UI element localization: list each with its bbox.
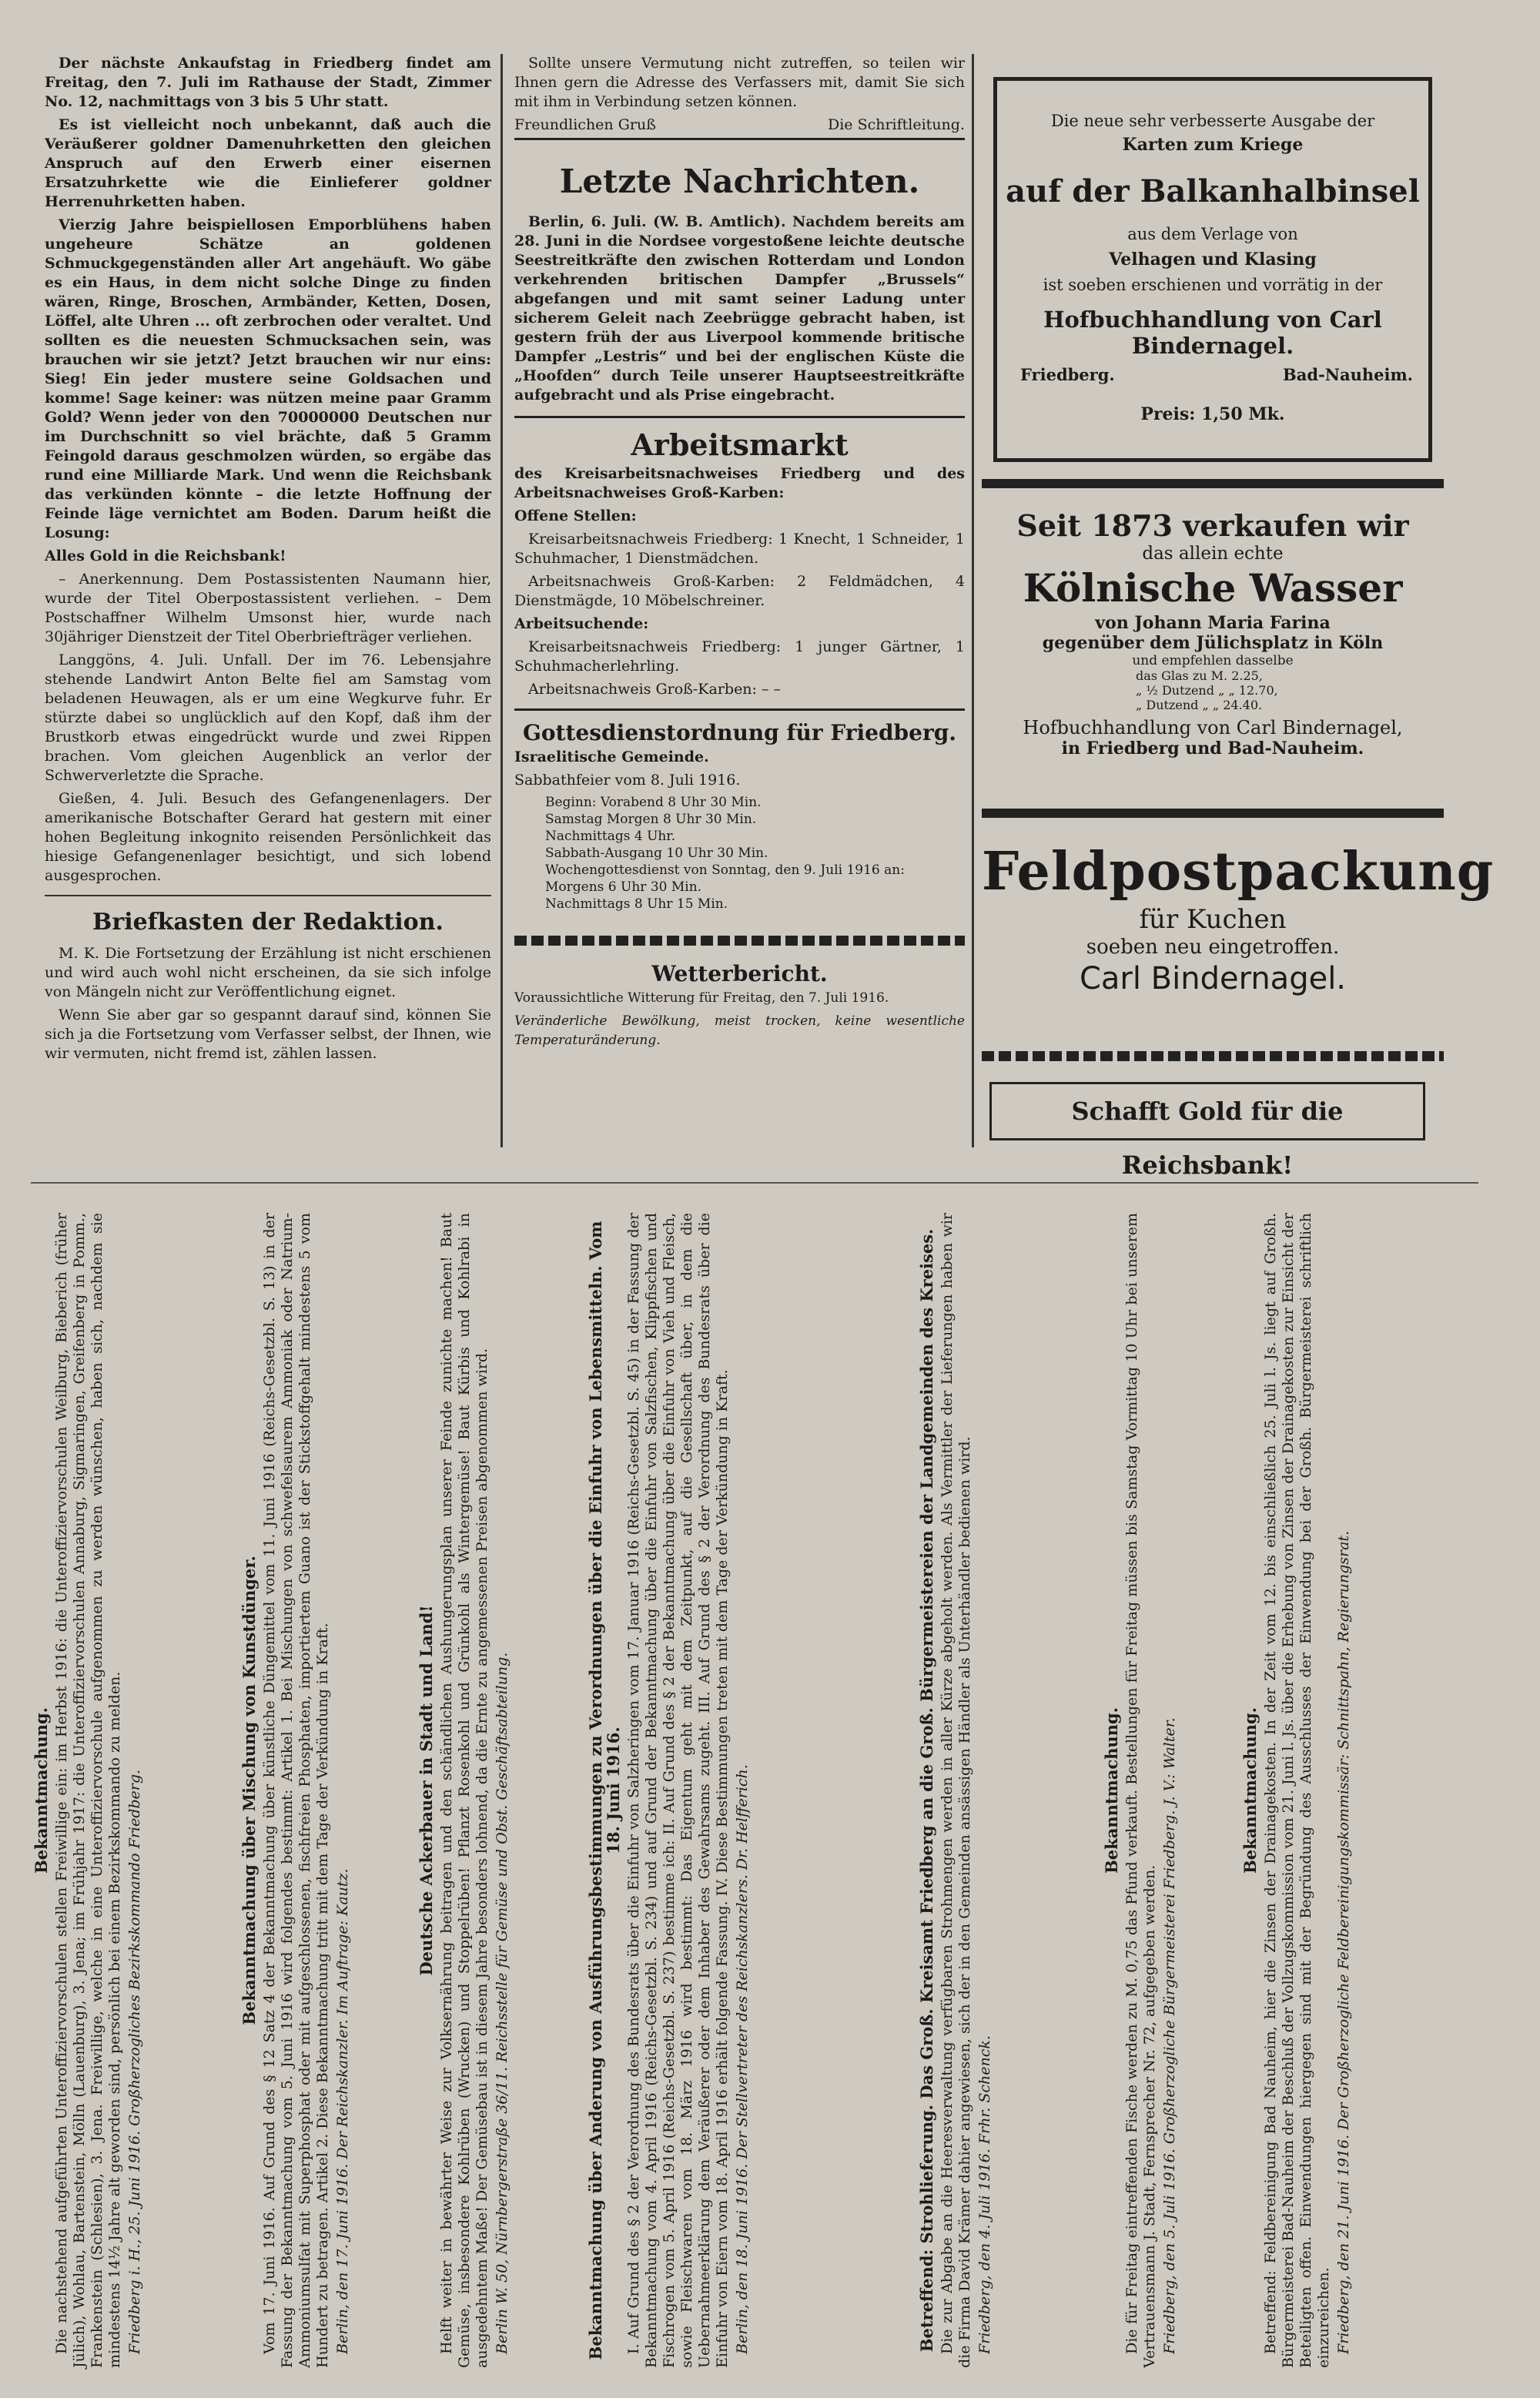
announcement-einfuhr bbox=[585, 1213, 909, 2368]
column-left bbox=[45, 54, 491, 1067]
bek1-title: Bekanntmachung. bbox=[32, 1707, 51, 1874]
announcement-unteroffizier bbox=[31, 1213, 231, 2368]
bek2-sign: Berlin, den 17. Juni 1916. Der Reichskanzler. Im Auftrage: Kautz. bbox=[334, 1868, 351, 2354]
anerkennung-news: – Anerkennung. Dem Postassistenten Naumann hier, wurde der Titel Oberpostassistent verliehen. – Dem Postschaffner Wilhelm Umsonst hier, wurde nach 30jähriger Dienstzeit der Titel Oberbriefträger verliehen. bbox=[45, 571, 491, 645]
ad-koelnisch-wasser bbox=[982, 508, 1444, 778]
wetter-forecast: Veränderliche Bewölkung, meist trocken, keine wesentliche Temperaturänderung. bbox=[514, 1013, 965, 1048]
gold-slogan: Alles Gold in die Reichsbank! bbox=[45, 548, 286, 564]
ad1-nauheim: Bad-Nauheim. bbox=[1283, 365, 1413, 384]
gold-purchase-notice: Der nächste Ankaufstag in Friedberg findet am Freitag, den 7. Juli im Rathause der Stadt, Zimmer No. 12, nachmittags von 3 bis 5 Uhr statt. bbox=[45, 55, 491, 110]
bek1-sign: Friedberg i. H., 25. Juni 1916. Großherzogliches Bezirkskommando Friedberg. bbox=[126, 1769, 143, 2354]
column-divider-1 bbox=[500, 54, 503, 1147]
bek7-text: Betreffend: Feldbereinigung Bad Nauheim, hier die Zinsen der Drainagekosten. In der Zeit vom 12. bis einschließlich 25. Juli l. Js. liegt auf Großh. Bürgermeisterei Bad-Nauheim der Beschluß der Vollzugskommission vom 21. Juni l. Js. über die Erhebung von Zinsen der Drainagekosten zur Einsicht der Beteiligten offen. Einwendungen hiergegen sind mit der Begründung des Ausschlusses der Einwendung bei der Großh. Bürgermeisterei schriftlich einzureichen. bbox=[1262, 1213, 1332, 2368]
arbeitsmarkt-title: Arbeitsmarkt bbox=[631, 427, 849, 462]
announcement-feldbereinigung bbox=[1240, 1213, 1440, 2368]
greeting: Freundlichen Gruß bbox=[514, 116, 656, 133]
editor-sign: Die Schriftleitung. bbox=[827, 116, 965, 133]
ad2-line5: und empfehlen dasselbe bbox=[1132, 653, 1294, 668]
bek5-title: Betreffend: Strohlieferung. Das Groß. Kreisamt Friedberg an die Groß. Bürgermeistereien der Landgemeinden des Kreises. bbox=[917, 1228, 936, 2353]
bek6-sign: Friedberg, den 5. Juli 1916. Großherzogliche Bürgermeisterei Friedberg. J. V.: Walter. bbox=[1161, 1717, 1178, 2354]
gold-appeal-paragraph: Vierzig Jahre beispiellosen Emporblühens haben ungeheure Schätze an goldenen Schmuckgegenständen aller Art angehäuft. Wo gäbe es ein Haus, in dem nicht solche Dinge zu finden wären, Ringe, Broschen, Armbänder, Ketten, Dosen, Löffel, alte Uhren ... oft zerbrochen oder veraltet. Und sollten es die neuesten Schmucksachen sein, was brauchen wir sie jetzt? Jetzt brauchen wir nur eins: Sieg! Ein jeder mustere seine Goldsachen und komme! Sage keiner: was nützen meine paar Gramm Gold? Wenn jeder von den 70000000 Deutschen nur im Durchschnitt so viel brächte, daß 5 Gramm Feingold daraus geschmolzen würden, so ergäbe das rund eine Milliarde Mark. Und wenn die Reichsbank das verkünden könnte – die letzte Hoffnung der Feinde läge vernichtet am Boden. Darum heißt die Losung: bbox=[45, 216, 491, 541]
ad2-line2: das allein echte bbox=[1142, 544, 1284, 564]
gottesdienst-line: Wochengottesdienst von Sonntag, den 9. Juli 1916 an: bbox=[545, 862, 905, 878]
gottesdienst-line: Nachmittags 4 Uhr. bbox=[545, 829, 676, 844]
bek2-text: Vom 17. Juni 1916. Auf Grund des § 12 Satz 4 der Bekanntmachung über künstliche Düngemittel vom 11. Juni 1916 (Reichs-Gesetzbl. S. 13) in der Fassung der Bekanntmachung vom 5. Juni 1916 wird folgendes bestimmt: Artikel 1. Bei Mischungen von schwefelsaurem Ammoniak oder Natrium-Ammoniumsulfat mit Superphosphat oder mit aufgeschlossenen, fischfreien Phosphaten, importiertem Guano ist der Stickstoffgehalt mindestens 5 vom Hundert zu betragen. Artikel 2. Diese Bekanntmachung tritt mit dem Tage der Verkündung in Kraft. bbox=[261, 1213, 331, 2368]
gottesdienst-times bbox=[514, 794, 965, 913]
ad2-prices bbox=[982, 668, 1444, 712]
rotated-announcements bbox=[31, 1213, 1509, 2368]
ad1-line5: ist soeben erschienen und vorrätig in der bbox=[1043, 276, 1383, 294]
wetter-title: Wetterbericht. bbox=[651, 961, 828, 986]
ad1-line1: Die neue sehr verbesserte Ausgabe der bbox=[1050, 112, 1375, 130]
bek4-title: Bekanntmachung über Anderung von Ausführungsbestimmungen zu Verordnungen über die Einfuhr von Lebensmitteln. Vom 18. Juni 1916. bbox=[586, 1221, 623, 2360]
ad3-line2: soeben neu eingetroffen. bbox=[1086, 936, 1340, 959]
ad2-line4: gegenüber dem Jülichsplatz in Köln bbox=[1042, 633, 1384, 653]
bek5-sign: Friedberg, den 4. Juli 1916. Frhr. Schenck. bbox=[976, 2035, 993, 2354]
langgoens-news: Langgöns, 4. Juli. Unfall. Der im 76. Lebensjahre stehende Landwirt Anton Belte fiel am Samstag vom beladenen Heuwagen, als er um eine Wegkurve fuhr. Er stürzte dabei so unglücklich auf den Kopf, daß ihm der Brustkorb etwas eingedrückt wurde und zwei Rippen brachen. Vom gleichen Augenblick an verlor der Schwerverletzte die Sprache. bbox=[45, 651, 491, 784]
ad2-location: in Friedberg und Bad-Nauheim. bbox=[1061, 738, 1364, 759]
arbeitsuchende: Arbeitsuchende: bbox=[514, 615, 649, 632]
ad1-store: Hofbuchhandlung von Carl Bindernagel. bbox=[1043, 306, 1382, 359]
ad2-line1: Seit 1873 verkaufen wir bbox=[1016, 508, 1409, 543]
ad2-price-line: das Glas zu M. 2.25, bbox=[1136, 668, 1263, 683]
section-divider bbox=[31, 1182, 1478, 1184]
kreis-suchende: Kreisarbeitsnachweis Friedberg: 1 junger Gärtner, 1 Schuhmacherlehrling. bbox=[514, 638, 965, 675]
ad2-headline: Kölnische Wasser bbox=[1023, 565, 1403, 611]
wetter-date: Voraussichtliche Witterung für Freitag, den 7. Juli 1916. bbox=[514, 990, 889, 1006]
editor-note: Sollte unsere Vermutung nicht zutreffen, so teilen wir Ihnen gern die Adresse des Verfassers mit, damit Sie sich mit ihm in Verbindung setzen können. bbox=[514, 55, 965, 110]
decorative-rule bbox=[514, 936, 965, 946]
ad-feldpost bbox=[982, 839, 1495, 1040]
letzte-title: Letzte Nachrichten. bbox=[559, 162, 920, 200]
column-divider-2 bbox=[972, 54, 974, 1147]
ad2-price-line: „ Dutzend „ „ 24.40. bbox=[1136, 698, 1263, 712]
ad3-line1: für Kuchen bbox=[1139, 904, 1287, 935]
briefkasten-text-1: M. K. Die Fortsetzung der Erzählung ist nicht erschienen und wird auch wohl nicht erscheinen, da sie sich infolge von Mängeln nicht zur Veröffentlichung eignet. bbox=[45, 945, 491, 1000]
arbeitsmarkt-sub: des Kreisarbeitsnachweises Friedberg und des Arbeitsnachweises Groß-Karben: bbox=[514, 465, 965, 501]
ad1-price: Preis: 1,50 Mk. bbox=[1140, 404, 1285, 424]
briefkasten-title: Briefkasten der Redaktion. bbox=[92, 909, 444, 936]
kreis-offene: Kreisarbeitsnachweis Friedberg: 1 Knecht, 1 Schneider, 1 Schuhmacher, 1 Dienstmädchen. bbox=[514, 531, 965, 567]
bek3-sign: Berlin W. 50, Nürnbergerstraße 36/11. Reichsstelle für Gemüse und Obst. Geschäftsabteilung. bbox=[494, 1652, 511, 2354]
ad1-line3: aus dem Verlage von bbox=[1127, 225, 1298, 243]
announcement-kunstduenger bbox=[239, 1213, 408, 2368]
announcement-stroh bbox=[916, 1213, 1093, 2368]
announcement-fische bbox=[1101, 1213, 1232, 2368]
ad-rule bbox=[982, 479, 1444, 488]
ad3-name: Carl Bindernagel. bbox=[1079, 961, 1347, 996]
bek2-title: Bekanntmachung über Mischung von Kunstdünger. bbox=[239, 1556, 259, 2025]
bek5-text: Die zur Abgabe an die Heeresverwaltung verfügbaren Strohmengen werden in aller Kürze abgeholt werden. Als Vermittler der Lieferungen haben wir die Firma David Krämer dahier angewiesen, sich der in den Gemeinden ansässigen Händler als Unterhändler bedienen wird. bbox=[939, 1213, 973, 2368]
offene-stellen: Offene Stellen: bbox=[514, 507, 637, 524]
ad1-headline: auf der Balkanhalbinsel bbox=[1006, 173, 1420, 209]
column-middle bbox=[514, 54, 965, 1054]
ad3-headline: Feldpostpackung bbox=[982, 841, 1495, 903]
gottesdienst-line: Samstag Morgen 8 Uhr 30 Min. bbox=[545, 812, 757, 827]
ad-reichsbank bbox=[989, 1082, 1425, 1180]
giessen-news: Gießen, 4. Juli. Besuch des Gefangenenlagers. Der amerikanische Botschafter Gerard hat gestern mit einer hohen Begleitung inkognito reisenden Persönlichkeit das hiesige Gefangenenlager besichtigt, und sich lobend ausgesprochen. bbox=[45, 790, 491, 884]
ad2-line3: von Johann Maria Farina bbox=[1095, 613, 1331, 633]
bek6-text: Die für Freitag eintreffenden Fische werden zu M. 0,75 das Pfund verkauft. Bestellungen für Freitag müssen bis Samstag Vormittag 10 Uhr bei unserem Vertrauensmann J. Stadt, Fernsprecher Nr. 72, aufgegeben werden. bbox=[1123, 1213, 1158, 2368]
bek3-title: Deutsche Ackerbauer in Stadt und Land! bbox=[417, 1605, 436, 1976]
gross-suchende: Arbeitsnachweis Groß-Karben: – – bbox=[528, 681, 782, 698]
bek6-title: Bekanntmachung. bbox=[1102, 1707, 1121, 1874]
gottesdienst-line: Beginn: Vorabend 8 Uhr 30 Min. bbox=[545, 795, 762, 810]
ad2-store: Hofbuchhandlung von Carl Bindernagel, bbox=[1023, 717, 1403, 738]
divider bbox=[45, 895, 491, 896]
letzte-text: Berlin, 6. Juli. (W. B. Amtlich). Nachdem bereits am 28. Juni in die Nordsee vorgestoßene leichte deutsche Seestreitkräfte den zwischen Rotterdam und London verkehrenden britischen Dampfer „Brussels“ abgefangen und mit samt seiner Ladung unter sicherem Geleit nach Zeebrügge gebracht haben, ist gestern früh der aus Liverpool kommende britische Dampfer „Lestris“ und bei der englischen Küste die „Hoofden“ durch Teile unserer Hauptseestreitkräfte aufgebracht und als Prise eingebracht. bbox=[514, 213, 965, 404]
gottesdienst-date: Sabbathfeier vom 8. Juli 1916. bbox=[514, 772, 741, 789]
gottesdienst-title: Gottesdienstordnung für Friedberg. bbox=[522, 720, 957, 745]
ad-rule bbox=[982, 809, 1444, 818]
bek4-text: I. Auf Grund des § 2 der Verordnung des Bundesrats über die Einfuhr von Salzheringen vom 17. Januar 1916 (Reichs-Gesetzbl. S. 45) in der Fassung der Bekanntmachung vom 4. April 1916 (Reichs-Gesetzbl. S. 234) und auf Grund der Bekanntmachung über die Einfuhr von Salzfischen, Klippfischen und Fischrogen vom 5. April 1916 (Reichs-Gesetzbl. S. 237) bestimme ich: II. Auf Grund des § 2 der Bekanntmachung über die Einfuhr von Vieh und Fleisch, sowie Fleischwaren vom 18. März 1916 wird bestimmt: Das Eigentum geht mit dem Zeitpunkt, auf die Gesellschaft über, in dem die Uebernahmeerklärung dem Veräußerer oder dem Inhaber des Gewahrsams zugeht. III. Auf Grund des § 2 der Verordnung des Bundesrats über die Einfuhr von Eiern vom 18. April 1916 erhält folgende Fassung. IV. Diese Bestimmungen treten mit dem Tage der Verkündung in Kraft. bbox=[625, 1213, 731, 2368]
gottesdienst-line: Sabbath-Ausgang 10 Uhr 30 Min. bbox=[545, 846, 768, 861]
bek4-sign: Berlin, den 18. Juni 1916. Der Stellvertreter des Reichskanzlers. Dr. Helfferich. bbox=[734, 1764, 751, 2354]
gross-offene: Arbeitsnachweis Groß-Karben: 2 Feldmädchen, 4 Dienstmägde, 10 Möbelschreiner. bbox=[514, 573, 965, 609]
bek7-title: Bekanntmachung. bbox=[1240, 1707, 1260, 1874]
ad4-text: Schafft Gold für die Reichsbank! bbox=[1071, 1097, 1344, 1180]
ad1-line4: Velhagen und Klasing bbox=[1109, 250, 1317, 270]
bek7-sign: Friedberg, den 21. Juni 1916. Der Großherzogliche Feldbereinigungskommissär: Schnittspahn, Regierungsrat. bbox=[1335, 1530, 1352, 2354]
briefkasten-text-2: Wenn Sie aber gar so gespannt darauf sind, können Sie sich ja die Fortsetzung vom Verfasser selbst, der Ihnen, wie wir vermuten, nicht fremd ist, zählen lassen. bbox=[45, 1006, 491, 1062]
decorative-rule bbox=[982, 1051, 1444, 1061]
announcement-ackerbauer bbox=[416, 1213, 578, 2368]
bek3-text: Helft weiter in bewährter Weise zur Volksernährung beitragen und den schändlichen Aushungerungsplan unserer Feinde zunichte machen! Baut Gemüse, insbesondere Kohlrüben (Wrucken) und Stoppelrüben! Pflanzt Rosenkohl und Grünkohl als Wintergemüse! Baut Kürbis und Kohlrabi in ausgedehntem Maße! Der Gemüsebau ist in diesem Jahre besonders lohnend, da die Ernte zu angemessenen Preisen abgenommen wird. bbox=[438, 1213, 490, 2368]
bek1-text: Die nachstehend aufgeführten Unteroffiziervorschulen stellen Freiwillige ein: im Herbst 1916: die Unteroffiziervorschulen Weilburg, Bieberich (früher Jülich), Wohlau, Bartenstein, Mölln (Lauenburg), 3. Jena; im Frühjahr 1917: die Unteroffiziervorschulen Annaburg, Sigmaringen, Greifenberg in Pomm., Frankenstein (Schlesien), 3. Jena. Freiwillige, welche in eine Unteroffiziervorschule aufgenommen zu werden wünschen, haben sich, nachdem sie mindestens 14½ Jahre alt geworden sind, persönlich bei einem Bezirkskommando zu melden. bbox=[53, 1213, 123, 2368]
ad1-line2: Karten zum Kriege bbox=[1122, 135, 1304, 155]
ad1-friedberg: Friedberg. bbox=[1020, 365, 1115, 384]
chain-paragraph: Es ist vielleicht noch unbekannt, daß auch die Veräußerer goldner Damenuhrketten den gleichen Anspruch auf den Erwerb einer eisernen Ersatzuhrkette wie die Einlieferer goldner Herrenuhrketten haben. bbox=[45, 116, 491, 210]
gottesdienst-sub: Israelitische Gemeinde. bbox=[514, 749, 709, 765]
ad-balkan-maps bbox=[993, 77, 1432, 462]
gottesdienst-line: Nachmittags 8 Uhr 15 Min. bbox=[545, 896, 728, 912]
ad2-price-line: „ ½ Dutzend „ „ 12.70, bbox=[1136, 683, 1278, 698]
gottesdienst-line: Morgens 6 Uhr 30 Min. bbox=[545, 879, 702, 895]
